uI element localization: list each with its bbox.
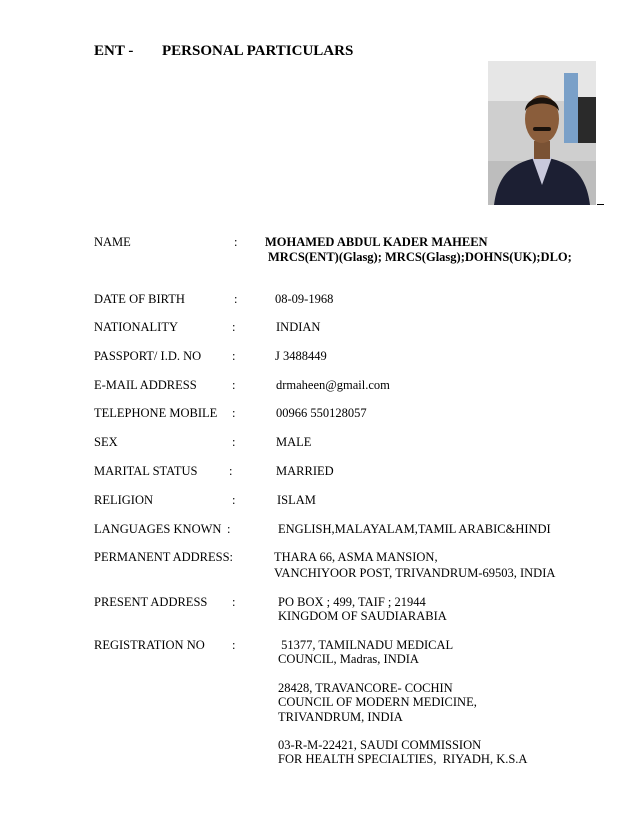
permanent-address-line2: VANCHIYOOR POST, TRIVANDRUM-69503, INDIA — [274, 566, 556, 580]
page-title: PERSONAL PARTICULARS — [162, 43, 354, 59]
languages-colon: : — [227, 522, 231, 536]
permanent-address-label: PERMANENT ADDRESS: — [94, 550, 234, 564]
marital-status-label: MARITAL STATUS — [94, 464, 198, 478]
telephone-label: TELEPHONE MOBILE — [94, 406, 218, 420]
present-address-line2: KINGDOM OF SAUDIARABIA — [278, 609, 447, 623]
sex-label: SEX — [94, 435, 118, 449]
registration-2-line1: 28428, TRAVANCORE- COCHIN — [278, 681, 453, 695]
sex-colon: : — [232, 435, 236, 449]
passport-value: J 3488449 — [275, 349, 327, 363]
nationality-colon: : — [232, 320, 236, 334]
present-address-label: PRESENT ADDRESS — [94, 595, 208, 609]
marital-status-colon: : — [229, 464, 233, 478]
email-colon: : — [232, 378, 236, 392]
email-value: drmaheen@gmail.com — [276, 378, 390, 392]
registration-label: REGISTRATION NO — [94, 638, 205, 652]
registration-colon: : — [232, 638, 236, 652]
languages-label: LANGUAGES KNOWN — [94, 522, 222, 536]
registration-3-line1: 03-R-M-22421, SAUDI COMMISSION — [278, 738, 482, 752]
registration-3-line2: FOR HEALTH SPECIALTIES, RIYADH, K.S.A — [278, 752, 528, 766]
religion-label: RELIGION — [94, 493, 154, 507]
languages-value: ENGLISH,MALAYALAM,TAMIL ARABIC&HINDI — [278, 522, 551, 536]
portrait-photo — [488, 61, 596, 205]
dob-value: 08-09-1968 — [275, 292, 334, 306]
ent-heading: ENT - — [94, 43, 134, 59]
dob-colon: : — [234, 292, 238, 306]
passport-label: PASSPORT/ I.D. NO — [94, 349, 202, 363]
registration-2-line2: COUNCIL OF MODERN MEDICINE, — [278, 695, 477, 709]
telephone-colon: : — [232, 406, 236, 420]
religion-value: ISLAM — [277, 493, 316, 507]
name-colon: : — [234, 235, 238, 249]
email-label: E-MAIL ADDRESS — [94, 378, 197, 392]
telephone-value: 00966 550128057 — [276, 406, 367, 420]
marital-status-value: MARRIED — [276, 464, 334, 478]
present-address-line1: PO BOX ; 499, TAIF ; 21944 — [278, 595, 426, 609]
photo-caption-mark — [597, 204, 604, 205]
nationality-value: INDIAN — [276, 320, 321, 334]
registration-2-line3: TRIVANDRUM, INDIA — [278, 710, 403, 724]
passport-colon: : — [232, 349, 236, 363]
permanent-address-line1: THARA 66, ASMA MANSION, — [274, 550, 438, 564]
dob-label: DATE OF BIRTH — [94, 292, 185, 306]
name-label: NAME — [94, 235, 131, 249]
nationality-label: NATIONALITY — [94, 320, 179, 334]
name-value: MOHAMED ABDUL KADER MAHEEN — [265, 235, 488, 249]
registration-1-line1: 51377, TAMILNADU MEDICAL — [278, 638, 454, 652]
registration-1-line2: COUNCIL, Madras, INDIA — [278, 652, 419, 666]
present-address-colon: : — [232, 595, 236, 609]
religion-colon: : — [232, 493, 236, 507]
portrait-photo-icon — [488, 61, 596, 205]
sex-value: MALE — [276, 435, 312, 449]
qualifications-value: MRCS(ENT)(Glasg); MRCS(Glasg);DOHNS(UK);DLO; — [268, 250, 572, 264]
